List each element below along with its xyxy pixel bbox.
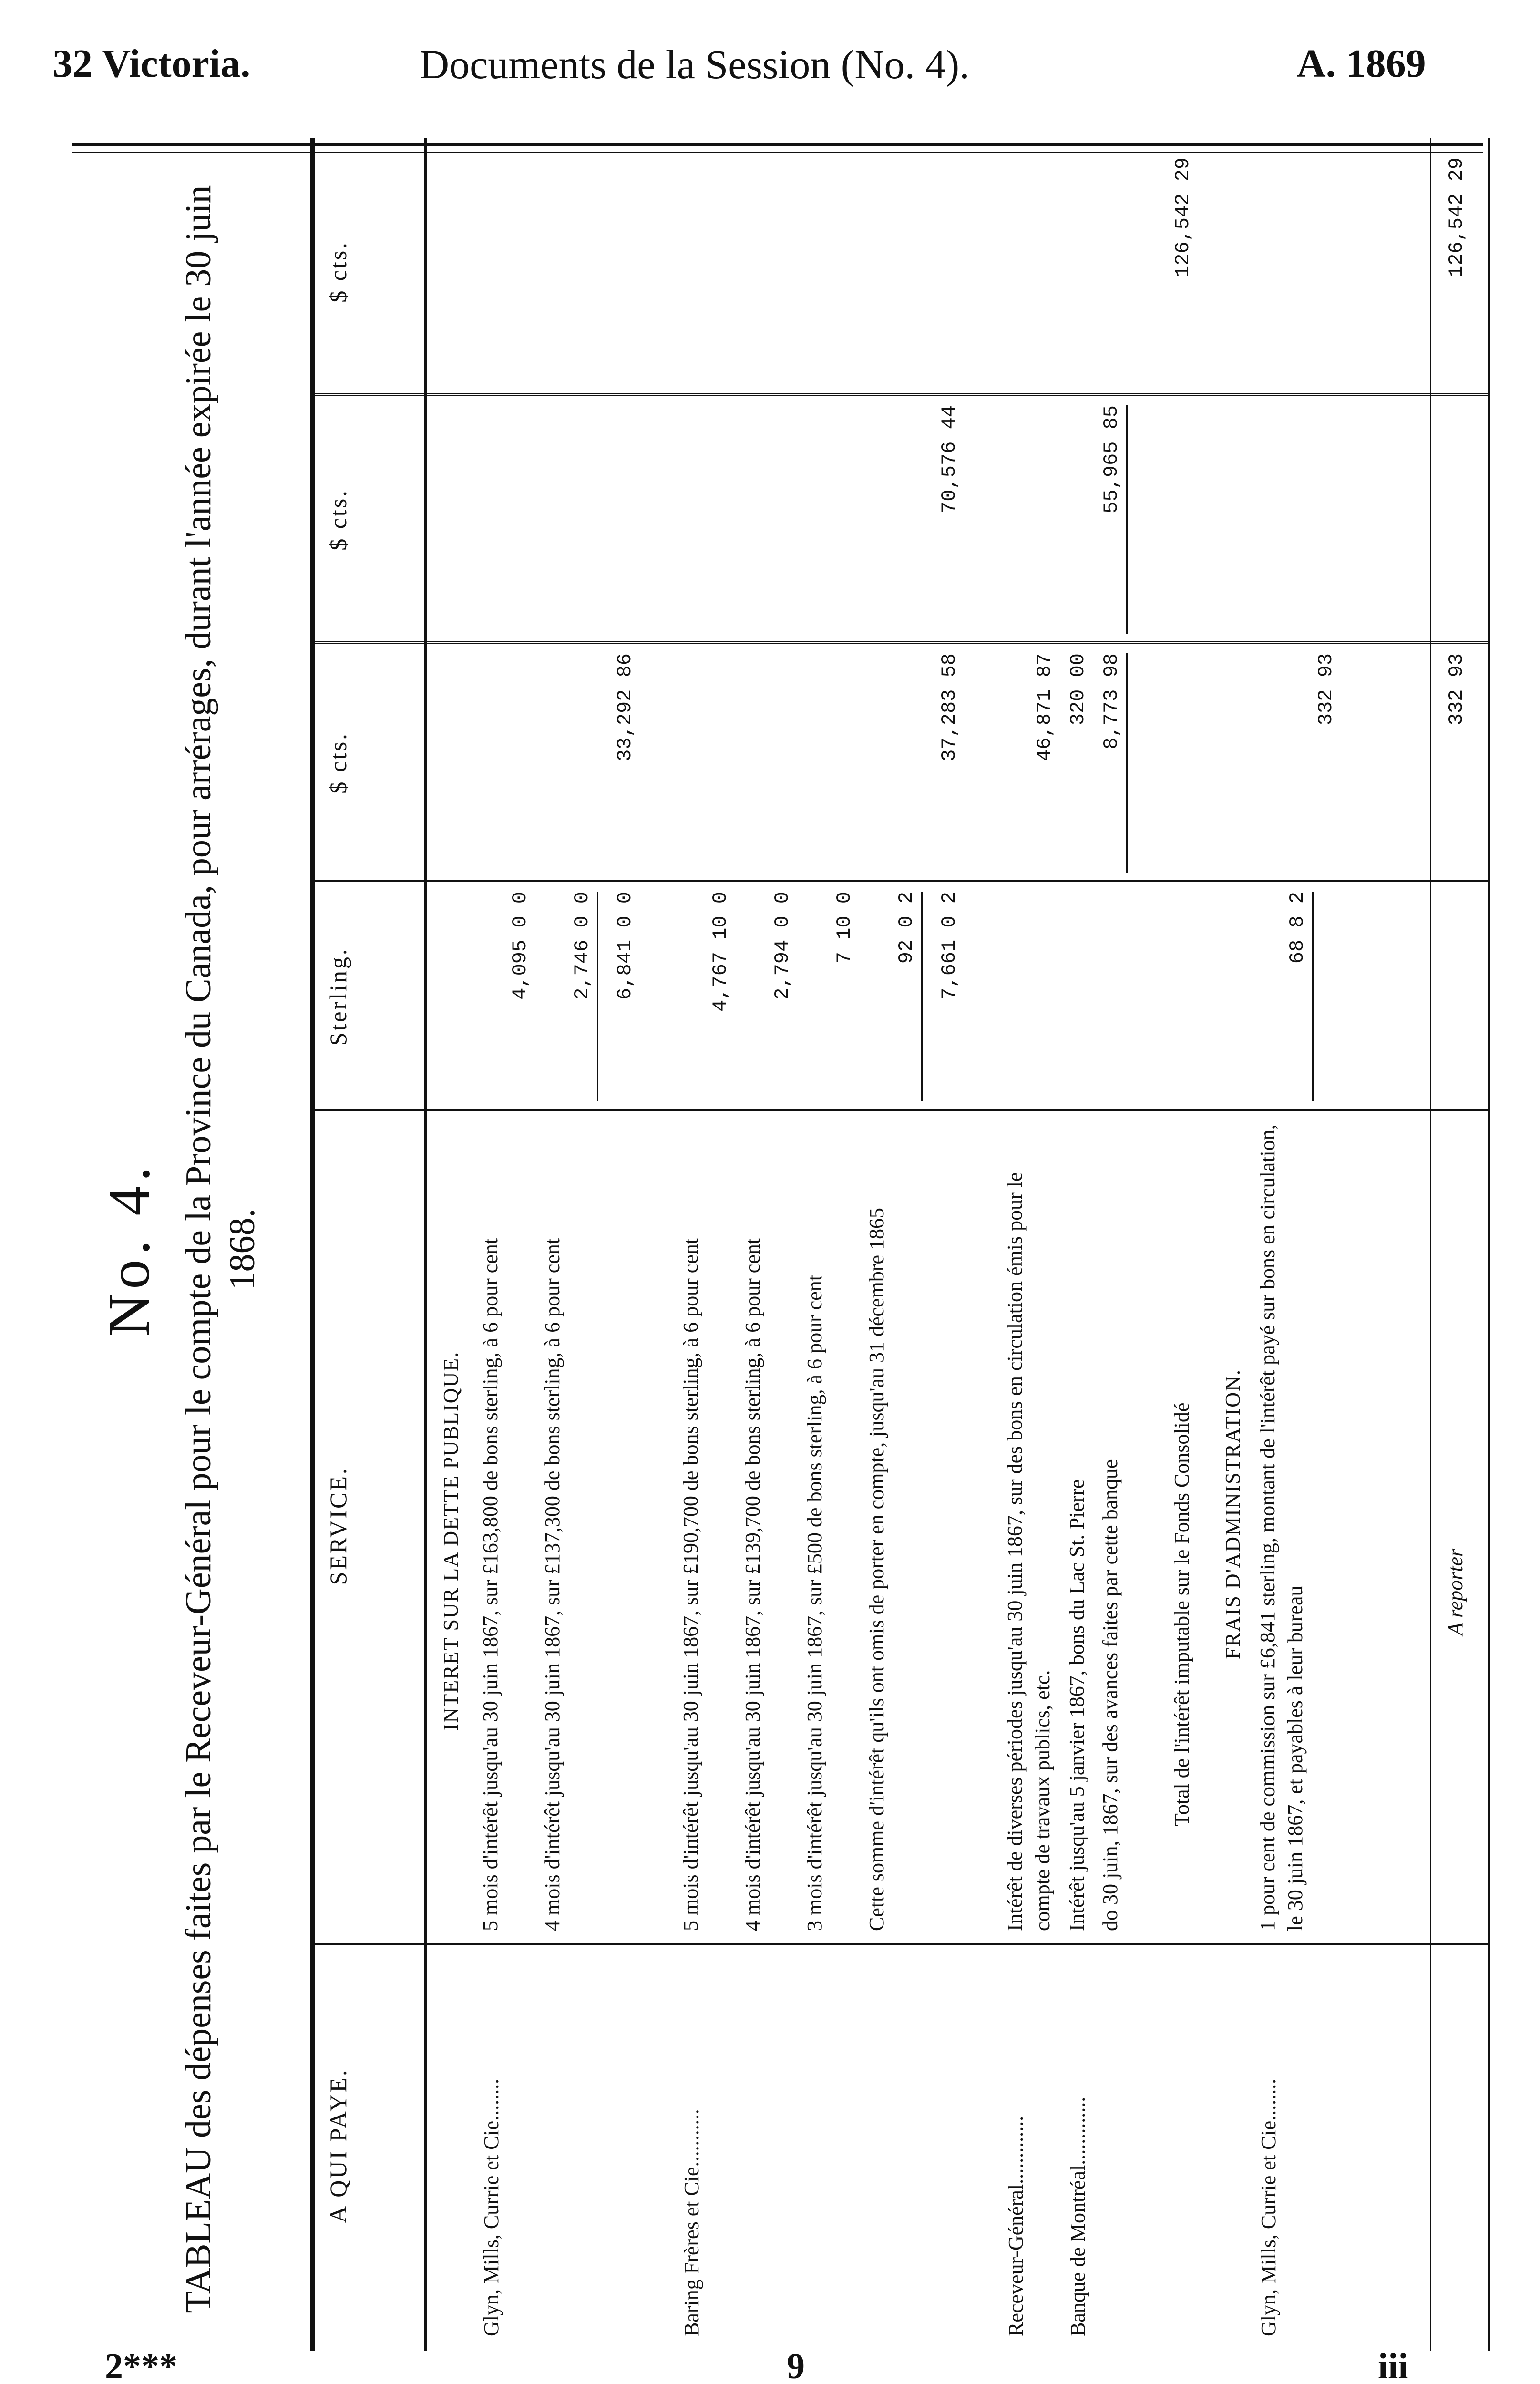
service-cell: Cette somme d'intérêt qu'ils ont omis de porter en compte, jusqu'au 31 décembre 1865	[865, 1208, 888, 1931]
sterling-subtotal: 7,661 0 2	[938, 892, 961, 1000]
service-cell: Intérêt jusqu'au 5 janvier 1867, bons du Lac St. Pierre	[1065, 1479, 1088, 1931]
header-divider	[424, 138, 427, 2351]
table-title: TABLEAU des dépenses faites par le Receveur-Général pour le compte de la Province du Canada, pour arrérages, durant l'année expirée le 30 juin 1868.	[178, 185, 262, 2313]
payee-cell: Banque de Montréal.............	[1066, 2096, 1089, 2336]
signature-mark: 2***	[105, 2346, 177, 2384]
col-header-dollars-2: $ cts.	[325, 489, 351, 551]
section-title-admin: FRAIS D'ADMINISTRATION.	[1221, 1369, 1244, 1659]
service-cell: 3 mois d'intérêt jusqu'au 30 juin 1867, sur £500 de bons sterling, à 6 pour cent	[803, 1274, 826, 1931]
payee-cell: Glyn, Mills, Currie et Cie........	[480, 2078, 503, 2336]
sterling-cell: 2,794 0 0	[771, 892, 794, 1000]
sterling-cell: 4,095 0 0	[509, 892, 532, 1000]
service-cell: Intérêt de diverses périodes jusqu'au 30 juin 1867, sur des bons en circulation émis pour le compte de travaux publics, etc.	[1003, 1172, 1054, 1931]
dollars-cell: 320 00	[1067, 653, 1089, 726]
col-divider	[315, 1109, 1488, 1111]
service-cell: 4 mois d'intérêt jusqu'au 30 juin 1867, sur £137,300 de bons sterling, à 6 pour cent	[541, 1238, 564, 1931]
sterling-subtotal: 6,841 0 0	[614, 892, 637, 1000]
sterling-cell: 4,767 10 0	[709, 892, 732, 1012]
col-header-sterling: Sterling.	[325, 947, 351, 1046]
sterling-cell: 68 8 2	[1283, 892, 1314, 1101]
col-header-dollars-3: $ cts.	[325, 241, 351, 303]
service-cell: 5 mois d'intérêt jusqu'au 30 juin 1867, sur £163,800 de bons sterling, à 6 pour cent	[479, 1238, 502, 1931]
col-divider	[315, 393, 1488, 396]
payee-cell: Baring Frères et Cie...........	[680, 2109, 703, 2336]
expense-table	[310, 138, 1490, 2351]
service-cell: Total de l'intérêt imputable sur le Fonds Consolidé	[1170, 1402, 1193, 1826]
service-cell: 4 mois d'intérêt jusqu'au 30 juin 1867, sur £139,700 de bons sterling, à 6 pour cent	[741, 1238, 764, 1931]
page-roman-numeral: iii	[1378, 2346, 1408, 2384]
dollars-cell: 37,283 58	[938, 653, 961, 761]
payee-cell: Glyn, Mills, Currie et Cie........	[1257, 2078, 1280, 2336]
dollars-cell: 33,292 86	[614, 653, 637, 761]
running-head-left: 32 Victoria.	[52, 41, 251, 86]
carry-forward-label: A reporter	[1444, 1548, 1467, 1635]
running-head-center: Documents de la Session (No. 4).	[420, 41, 970, 87]
dollars-total: 126,542 29	[1171, 157, 1194, 278]
dollars-subtotal: 55,965 85	[1097, 405, 1128, 634]
page-number: 9	[787, 2346, 805, 2384]
service-cell: 1 pour cent de commission sur £6,841 sterling, montant de l'intérêt payé sur bons en circulation, le 30 juin 1867, et payables à leur bureau	[1256, 1124, 1307, 1931]
col-header-payee: A QUI PAYE.	[325, 2068, 351, 2223]
section-title-interest: INTERET SUR LA DETTE PUBLIQUE.	[439, 1351, 462, 1731]
service-cell: do 30 juin, 1867, sur des avances faites par cette banque	[1099, 1459, 1122, 1931]
col-header-service: SERVICE.	[325, 1466, 351, 1585]
carry-total: 126,542 29	[1445, 157, 1468, 278]
rotated-table-page	[91, 138, 1488, 2351]
dollars-cell: 332 93	[1314, 653, 1337, 726]
dollars-cell: 46,871 87	[1033, 653, 1056, 761]
carry-dollars: 332 93	[1445, 653, 1468, 726]
service-cell: 5 mois d'intérêt jusqu'au 30 juin 1867, sur £190,700 de bons sterling, à 6 pour cent	[679, 1238, 702, 1931]
col-divider	[315, 880, 1488, 882]
carry-forward-row	[1430, 138, 1468, 2351]
col-divider	[315, 641, 1488, 644]
dollars-cell: 8,773 98	[1097, 653, 1128, 873]
col-header-dollars-1: $ cts.	[325, 732, 351, 794]
document-number: No. 4.	[96, 1161, 162, 1337]
running-head-right: A. 1869	[1297, 41, 1426, 86]
payee-cell: Receveur-Général.............	[1004, 2116, 1027, 2336]
sterling-cell: 2,746 0 0	[567, 892, 598, 1101]
dollars-subtotal: 70,576 44	[938, 405, 961, 514]
sterling-cell: 92 0 2	[892, 892, 923, 1101]
sterling-cell: 7 10 0	[833, 892, 856, 964]
col-divider	[315, 1943, 1488, 1945]
